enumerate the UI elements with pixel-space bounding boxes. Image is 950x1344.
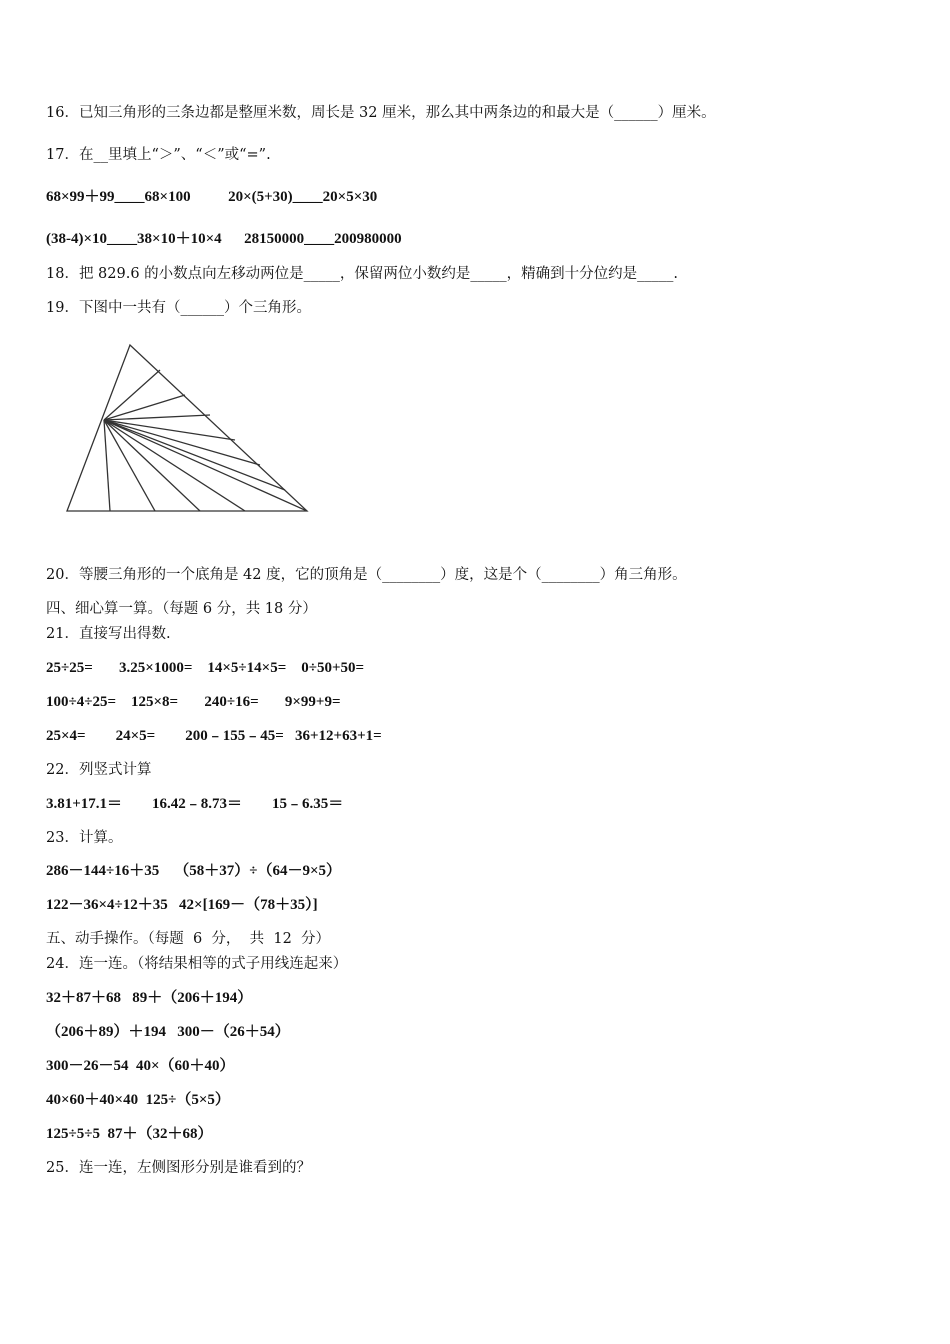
question-24-row-5: 125÷5÷5 87＋（32＋68） [46,1126,213,1142]
fan-line [104,420,235,440]
question-21: 21．直接写出得数. [46,626,171,642]
question-17: 17．在__里填上“＞”、“＜”或“=”. [46,147,271,163]
question-24-row-1: 32＋87＋68 89＋（206＋194） [46,990,253,1006]
question-24-row-3: 300－26－54 40×（60＋40） [46,1058,235,1074]
question-22: 22．列竖式计算 [46,762,152,778]
question-21-row-1: 25÷25= 3.25×1000= 14×5÷14×5= 0÷50+50= [46,660,365,676]
question-20: 20．等腰三角形的一个底角是 42 度，它的顶角是（________）度，这是个（________）角三角形。 [46,567,687,583]
question-17-row-1: 68×99＋99____68×100 20×(5+30)____20×5×30 [46,189,378,205]
question-24-row-2: （206＋89）＋194 300－（26＋54） [46,1024,290,1040]
fan-line [104,420,155,511]
question-23-row-2: 122－36×4÷12＋35 42×[169－（78＋35）] [46,897,318,913]
question-16: 16．已知三角形的三条边都是整厘米数，周长是 32 厘米，那么其中两条边的和最大是（______）厘米。 [46,105,716,121]
question-19: 19．下图中一共有（______）个三角形。 [46,300,311,316]
question-25: 25．连一连，左侧图形分别是谁看到的？ [46,1160,311,1176]
outer-triangle [67,345,307,511]
triangle-figure [60,340,320,520]
question-23-row-1: 286－144÷16＋35 （58＋37）÷（64－9×5） [46,863,342,879]
question-22-row: 3.81+17.1＝ 16.42﹣8.73＝ 15﹣6.35＝ [46,796,344,812]
question-23: 23．计算。 [46,830,123,846]
section-5-heading: 五、动手操作。（每题 6 分， 共 12 分） [46,931,331,947]
fan-line [104,420,307,511]
question-21-row-2: 100÷4÷25= 125×8= 240÷16= 9×99+9= [46,694,341,710]
fan-line [104,370,160,420]
question-17-row-2: (38-4)×10____38×10＋10×4 28150000____200980000 [46,231,402,247]
question-18: 18．把 829.6 的小数点向左移动两位是_____，保留两位小数约是_____，精确到十分位约是_____. [46,266,679,282]
question-24: 24．连一连。（将结果相等的式子用线连起来） [46,956,348,972]
section-4-heading: 四、细心算一算。（每题 6 分，共 18 分） [46,601,317,617]
fan-line [104,420,285,490]
question-21-row-3: 25×4= 24×5= 200﹣155﹣45= 36+12+63+1= [46,728,382,744]
question-24-row-4: 40×60＋40×40 125÷（5×5） [46,1092,230,1108]
fan-line [104,420,110,511]
